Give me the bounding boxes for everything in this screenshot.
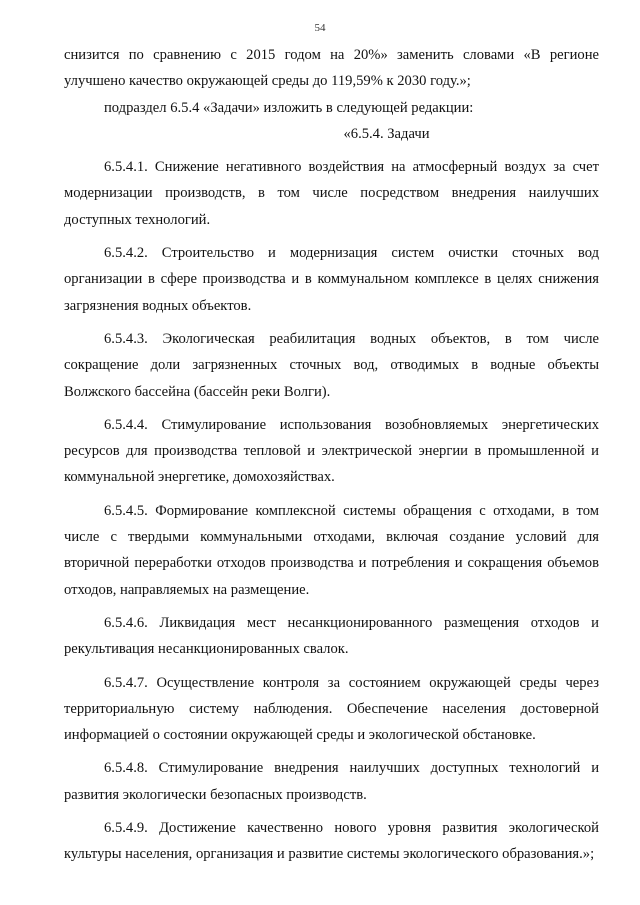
task-item-8: 6.5.4.8. Стимулирование внедрения наилучших доступных технологий и развития экологически безопасных производств. [64,760,599,803]
task-item-9: 6.5.4.9. Достижение качественно нового уровня развития экологической культуры населения, организация и развитие системы экологического образования.»; [64,820,599,863]
task-item-3: 6.5.4.3. Экологическая реабилитация водных объектов, в том числе сокращение доли загрязненных сточных вод, отводимых в водные объекты Волжского бассейна (бассейн реки Волги). [64,330,599,400]
task-item-6: 6.5.4.6. Ликвидация мест несанкционированного размещения отходов и рекультивация несанкционированных свалок. [64,614,599,658]
intro-continuation: снизится по сравнению с 2015 годом на 20%» заменить словами «В регионе улучшено качество окружающей среды до 119,59% к 2030 году.»; [64,47,599,90]
task-item-2: 6.5.4.2. Строительство и модернизация систем очистки сточных вод организации в сфере производства и в коммунальном комплексе в целях снижения загрязнения водных объектов. [64,245,599,314]
task-item-4: 6.5.4.4. Стимулирование использования возобновляемых энергетических ресурсов для производства тепловой и электрической энергии в промышленной и коммунальной энергетике, домохозяйствах. [64,416,599,486]
task-item-5: 6.5.4.5. Формирование комплексной системы обращения с отходами, в том числе с твердыми коммунальными отходами, включая создание условий для вторичной переработки отходов производства и потребления и сокращения объемов отходов, направляемых на размещение. [64,502,599,598]
section-title: «6.5.4. Задачи [343,125,430,142]
page-number: 54 [314,22,326,34]
document-body [64,42,599,868]
task-item-7: 6.5.4.7. Осуществление контроля за состоянием окружающей среды через территориальную систему наблюдения. Обеспечение населения достоверной информацией о состоянии окружающей среды и экологической обстановке. [64,674,599,744]
intro-instruction: подраздел 6.5.4 «Задачи» изложить в следующей редакции: [104,99,474,116]
task-item-1: 6.5.4.1. Снижение негативного воздействия на атмосферный воздух за счет модернизации производств, в том числе посредством внедрения наилучших доступных технологий. [64,159,599,228]
